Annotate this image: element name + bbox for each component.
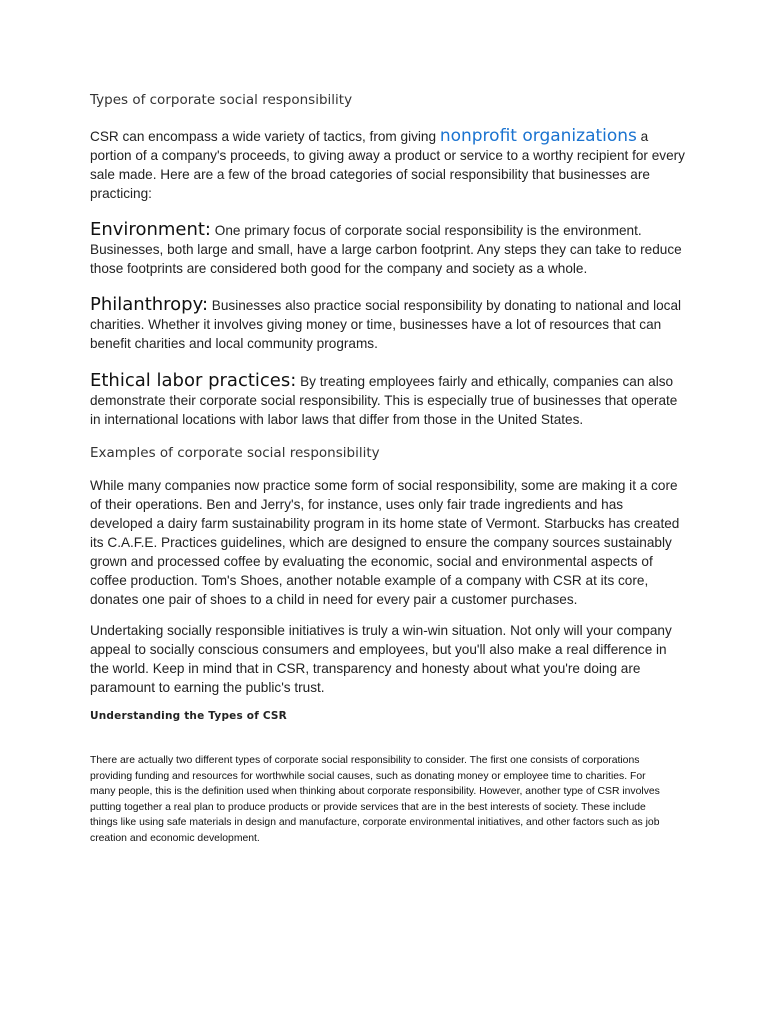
category-body: One primary focus of corporate social responsibility is the environment. Businesses, both large and small, have a large carbon footprint. Any steps they can take to reduce those footprints are considered both good for the company and society as a whole. [90, 223, 682, 276]
examples-paragraph-1: While many companies now practice some form of social responsibility, some are making it a core of their operations. Ben and Jerry's, for instance, uses only fair trade ingredients and has developed a dairy farm sustainability program in its home state of Vermont. Starbucks has created its C.A.F.E. Practices guidelines, which are designed to ensure the company sources sustainably grown and processed coffee by evaluating the economic, social and environmental aspects of coffee production. Tom's Shoes, another notable example of a company with CSR at its core, donates one pair of shoes to a child in need for every pair a customer purchases. [90, 478, 680, 607]
nonprofit-organizations-link[interactable]: nonprofit organizations [439, 126, 637, 146]
category-title: Ethical labor practices: [90, 370, 297, 391]
category-title: Environment: [90, 219, 211, 240]
category-environment [90, 220, 686, 278]
category-title: Philanthropy: [90, 294, 209, 315]
intro-paragraph [90, 127, 686, 203]
intro-text-before: CSR can encompass a wide variety of tactics, from giving [90, 129, 440, 144]
category-body: By treating employees fairly and ethically, companies can also demonstrate their corporate social responsibility. This is especially true of businesses that operate in international locations with labor laws that differ from those in the United States. [90, 374, 678, 427]
examples-paragraph-2: Undertaking socially responsible initiatives is truly a win-win situation. Not only will your company appeal to socially conscious consumers and employees, but you'll also make a real difference in the world. Keep in mind that in CSR, transparency and honesty about what you're doing are paramount to earning the public's trust. [90, 623, 672, 695]
heading-examples: Examples of corporate social responsibility [90, 445, 380, 461]
category-philanthropy [90, 295, 686, 353]
heading-types: Types of corporate social responsibility [90, 92, 353, 108]
category-body: Businesses also practice social responsibility by donating to national and local charities. Whether it involves giving money or time, businesses have a lot of resources that can benefit charities and local community programs. [90, 298, 682, 351]
intro-text-after: a portion of a company's proceeds, to giving away a product or service to a worthy recipient for every sale made. Here are a few of the broad categories of social responsibility that businesses are practicing: [90, 129, 685, 201]
understanding-paragraph: There are actually two different types of corporate social responsibility to consider. The first one consists of corporations providing funding and resources for worthwhile social causes, such as donating money or employee time to charities. For many people, this is the definition used when thinking about corporate responsibility. However, another type of CSR involves putting together a real plan to produce products or provide services that are in the best interests of society. These include things like using safe materials in design and manufacture, corporate environmental initiatives, and other factors such as job creation and economic development. [90, 755, 660, 844]
heading-understanding: Understanding the Types of CSR [90, 710, 287, 722]
category-ethical-labor [90, 371, 686, 429]
